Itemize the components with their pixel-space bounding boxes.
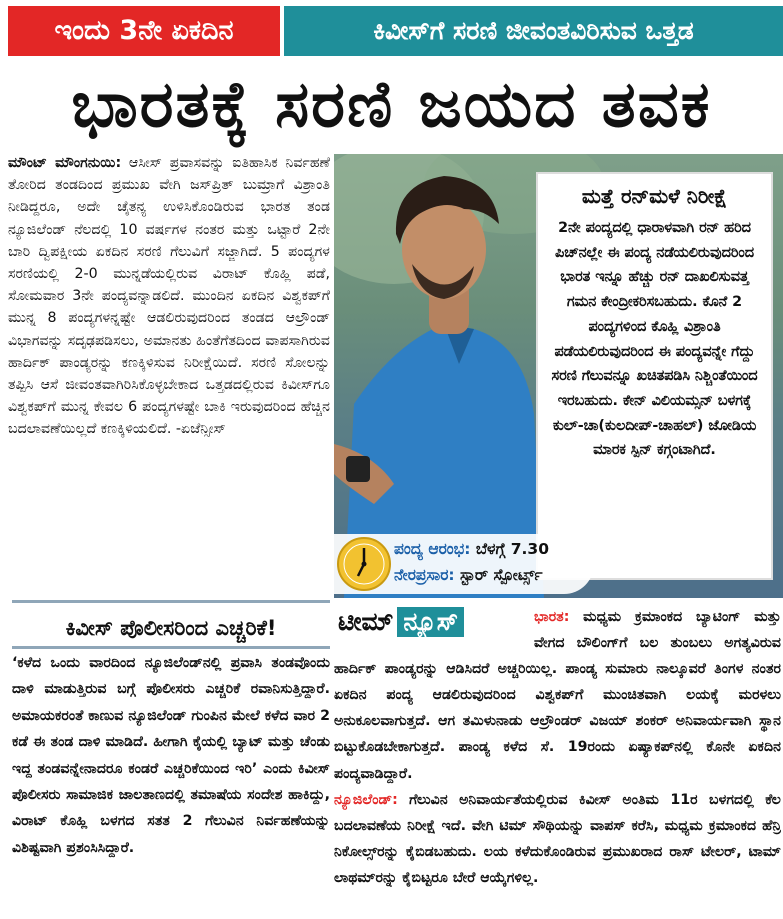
divider-left	[12, 600, 330, 603]
match-info	[334, 534, 594, 594]
team-news-title-part1: ಟೀಮ್	[338, 607, 394, 636]
banner-right: ಕಿವೀಸ್‌ಗೆ ಸರಣಿ ಜೀವಂತವಿರಿಸುವ ಒತ್ತಡ	[284, 6, 783, 56]
clock-icon	[336, 536, 392, 592]
nz-text: ಗೆಲುವಿನ ಅನಿವಾರ್ಯತೆಯಲ್ಲಿರುವ ಕಿವೀಸ್ ಅಂತಿಮ 11ರ ಬಳಗದಲ್ಲಿ ಕೆಲ ಬದಲಾವಣೆಯ ನಿರೀಕ್ಷೆ ಇದೆ. ವೇಗಿ ಟಿಮ್ ಸೌಥಿಯನ್ನು ವಾಪಸ್ ಕರೆಸಿ, ಮಧ್ಯಮ ಕ್ರಮಾಂಕದ ಹೆನ್ರಿ ನಿಕೋಲ್ಸ್‌ರನ್ನು ಕೈಬಿಡಬಹುದು. ಲಯ ಕಳೆದುಕೊಂಡಿರುವ ಪ್ರಮುಖರಾದ ರಾಸ್ ಟೇಲರ್, ಟಾಮ್ ಲಾಥಮ್‌ರನ್ನು ಕೈಬಿಟ್ಟರೂ ಬೇರೆ ಆಯ್ಕೆಗಳಿಲ್ಲ.	[334, 791, 781, 886]
banner-left: ಇಂದು 3ನೇ ಏಕದಿನ	[8, 6, 280, 56]
broadcast-value: ಸ್ಟಾರ್ ಸ್ಪೋರ್ಟ್ಸ್	[460, 566, 543, 584]
india-label: ಭಾರತ:	[534, 609, 570, 625]
match-start-label: ಪಂದ್ಯ ಆರಂಭ:	[394, 540, 471, 558]
dateline: ಮೌಂಟ್ ಮೌಂಗನುಯಿ:	[8, 155, 122, 171]
match-broadcast	[394, 566, 543, 585]
match-start-value: ಬೆಳಗ್ಗೆ 7.30	[475, 540, 549, 558]
callout-title: ಮತ್ತೆ ರನ್‌ಮಳೆ ನಿರೀಕ್ಷೆ	[581, 184, 728, 208]
team-news-title-part2: ನ್ಯೂಸ್	[397, 607, 464, 637]
main-article	[8, 152, 330, 590]
nz-label: ನ್ಯೂಜಿಲೆಂಡ್:	[334, 791, 398, 808]
main-article-body: ಆಸೀಸ್ ಪ್ರವಾಸವನ್ನು ಐತಿಹಾಸಿಕ ನಿರ್ವಹಣೆ ತೋರಿದ ತಂಡದಿಂದ ಪ್ರಮುಖ ವೇಗಿ ಜಸ್‌ಪ್ರಿತ್ ಬುಮ್ರಾಗೆ ವಿಶ್ರಾಂತಿ ನೀಡಿದ್ದರೂ, ಅದೇ ಚೈತನ್ಯ ಉಳಿಸಿಕೊಂಡಿರುವ ಭಾರತ ತಂಡ ನ್ಯೂಜಿಲೆಂಡ್ ನೆಲದಲ್ಲಿ 10 ವರ್ಷಗಳ ನಂತರ ಮತ್ತು ಒಟ್ಟಾರೆ 2ನೇ ಬಾರಿ ದ್ವಿಪಕ್ಷೀಯ ಏಕದಿನ ಸರಣಿ ಗೆಲುವಿಗೆ ಸಜ್ಜಾಗಿದೆ. 5 ಪಂದ್ಯಗಳ ಸರಣಿಯಲ್ಲಿ 2-0 ಮುನ್ನಡೆಯಲ್ಲಿರುವ ವಿರಾಟ್ ಕೊಹ್ಲಿ ಪಡೆ, ಸೋಮವಾರ 3ನೇ ಪಂದ್ಯವನ್ನಾಡಲಿದೆ. ಮುಂದಿನ ಏಕದಿನ ವಿಶ್ವಕಪ್‌ಗೆ ಮುನ್ನ 8 ಪಂದ್ಯಗಳನ್ನಷ್ಟೇ ಆಡಲಿರುವುದರಿಂದ ತಂಡದ ಆಲ್ರೌಂಡ್ ವಿಭಾಗವನ್ನು ಸದೃಢಪಡಿಸಲು, ಅಮಾನತು ಹಿಂತೆಗೆತದಿಂದ ವಾಪಸಾಗಿರುವ ಹಾರ್ದಿಕ್ ಪಾಂಡ್ಯರನ್ನು ಕಣಕ್ಕಿಳಿಸುವ ನಿರೀಕ್ಷೆಯಿದೆ. ಸರಣಿ ಸೋಲನ್ನು ತಪ್ಪಿಸಿ ಆಸೆ ಜೀವಂತವಾಗಿರಿಸಿಕೊಳ್ಳಬೇಕಾದ ಒತ್ತಡದಲ್ಲಿರುವ ಕಿವೀಸ್‌ಗೂ ವಿಶ್ವಕಪ್‌ಗೆ ಮುನ್ನ ಕೇವಲ 6 ಪಂದ್ಯಗಳಷ್ಟೇ ಬಾಕಿ ಇರುವುದರಿಂದ ಹೆಚ್ಚಿನ ಬದಲಾವಣೆಯಿಲ್ಲದೆ ಕಣಕ್ಕಿಳಿಯಲಿದೆ. -ಏಜೆನ್ಸೀಸ್	[8, 155, 330, 438]
india-text: ಮಧ್ಯಮ ಕ್ರಮಾಂಕದ ಬ್ಯಾಟಿಂಗ್ ಮತ್ತು ವೇಗದ ಬೌಲಿಂಗ್‌ಗೆ ಬಲ ತುಂಬಲು ಅಗತ್ಯವಿರುವ ಹಾರ್ದಿಕ್ ಪಾಂಡ್ಯರನ್ನು ಆಡಿಸಿದರೆ ಅಚ್ಚರಿಯಿಲ್ಲ. ಪಾಂಡ್ಯ ಸುಮಾರು ನಾಲ್ಕೂವರೆ ತಿಂಗಳ ನಂತರ ಏಕದಿನ ಪಂದ್ಯ ಆಡಲಿರುವುದರಿಂದ ವಿಶ್ವಕಪ್‌ಗೆ ಮುಂಚಿತವಾಗಿ ಲಯಕ್ಕೆ ಮರಳಲು ಅನುಕೂಲವಾಗುತ್ತದೆ. ಆಗ ತಮಿಳುನಾಡು ಆಲ್ರೌಂಡರ್ ವಿಜಯ್ ಶಂಕರ್ ಅನಿವಾರ್ಯವಾಗಿ ಸ್ಥಾನ ಬಿಟ್ಟುಕೊಡಬೇಕಾಗುತ್ತದೆ. ಪಾಂಡ್ಯ ಕಳೆದ ಸೆ. 19ರಂದು ಏಷ್ಯಾಕಪ್‌ನಲ್ಲಿ ಕೊನೇ ಏಕದಿನ ಪಂದ್ಯವಾಡಿದ್ದಾರೆ.	[334, 609, 781, 782]
police-title: ಕಿವೀಸ್ ಪೊಲೀಸರಿಂದ ಎಚ್ಚರಿಕೆ!	[65, 616, 277, 640]
callout-box	[536, 172, 773, 580]
broadcast-label: ನೇರಪ್ರಸಾರ:	[394, 566, 455, 584]
team-news-body	[334, 604, 781, 914]
match-start	[394, 540, 549, 559]
team-news-title	[334, 604, 530, 640]
police-body: ‘ಕಳೆದ ಒಂದು ವಾರದಿಂದ ನ್ಯೂಜಿಲೆಂಡ್‌ನಲ್ಲಿ ಪ್ರವಾಸಿ ತಂಡವೊಂದು ದಾಳಿ ಮಾಡುತ್ತಿರುವ ಬಗ್ಗೆ ಪೊಲೀಸರು ಎಚ್ಚರಿಕೆ ರವಾನಿಸುತ್ತಿದ್ದಾರೆ. ಅಮಾಯಕರಂತೆ ಕಾಣುವ ನ್ಯೂಜಿಲೆಂಡ್ ಗುಂಪಿನ ಮೇಲೆ ಕಳೆದ ವಾರ 2 ಕಡೆ ಈ ತಂಡ ದಾಳಿ ಮಾಡಿದೆ. ಹೀಗಾಗಿ ಕೈಯಲ್ಲಿ ಬ್ಯಾಟ್ ಮತ್ತು ಚೆಂಡು ಇದ್ದ ತಂಡವನ್ನೇನಾದರೂ ಕಂಡರೆ ಎಚ್ಚರಿಕೆಯಿಂದ ಇರಿ’ ಎಂದು ಕಿವೀಸ್ ಪೊಲೀಸರು ಸಾಮಾಜಿಕ ಜಾಲತಾಣದಲ್ಲಿ ತಮಾಷೆಯ ಸಂದೇಶ ಹಾಕಿದ್ದು, ವಿರಾಟ್ ಕೊಹ್ಲಿ ಬಳಗದ ಸತತ 2 ಗೆಲುವಿನ ನಿರ್ವಹಣೆಯನ್ನು ವಿಶಿಷ್ಟವಾಗಿ ಪ್ರಶಂಸಿಸಿದ್ದಾರೆ.	[12, 655, 330, 856]
divider-police	[12, 646, 330, 649]
headline: ಭಾರತಕ್ಕೆ ಸರಣಿ ಜಯದ ತವಕ	[71, 68, 712, 142]
callout-body: 2ನೇ ಪಂದ್ಯದಲ್ಲಿ ಧಾರಾಳವಾಗಿ ರನ್ ಹರಿದ ಪಿಚ್‌ನಲ್ಲೇ ಈ ಪಂದ್ಯ ನಡೆಯಲಿರುವುದರಿಂದ ಭಾರತ ಇನ್ನೂ ಹೆಚ್ಚು ರನ್ ದಾಖಲಿಸುವತ್ತ ಗಮನ ಕೇಂದ್ರೀಕರಿಸಬಹುದು. ಕೊನೆ 2 ಪಂದ್ಯಗಳಿಂದ ಕೊಹ್ಲಿ ವಿಶ್ರಾಂತಿ ಪಡೆಯಲಿರುವುದರಿಂದ ಈ ಪಂದ್ಯವನ್ನೇ ಗೆದ್ದು ಸರಣಿ ಗೆಲುವನ್ನೂ ಖಚಿತಪಡಿಸಿ ನಿಶ್ಚಿಂತೆಯಿಂದ ಇರಬಹುದು. ಕೇನ್ ವಿಲಿಯಮ್ಸನ್ ಬಳಗಕ್ಕೆ ಕುಲ್-ಚಾ(ಕುಲದೀಪ್-ಚಾಹಲ್) ಜೋಡಿಯ ಮಾರಕ ಸ್ಪಿನ್ ಕಗ್ಗಂಟಾಗಿದೆ.	[551, 220, 758, 459]
